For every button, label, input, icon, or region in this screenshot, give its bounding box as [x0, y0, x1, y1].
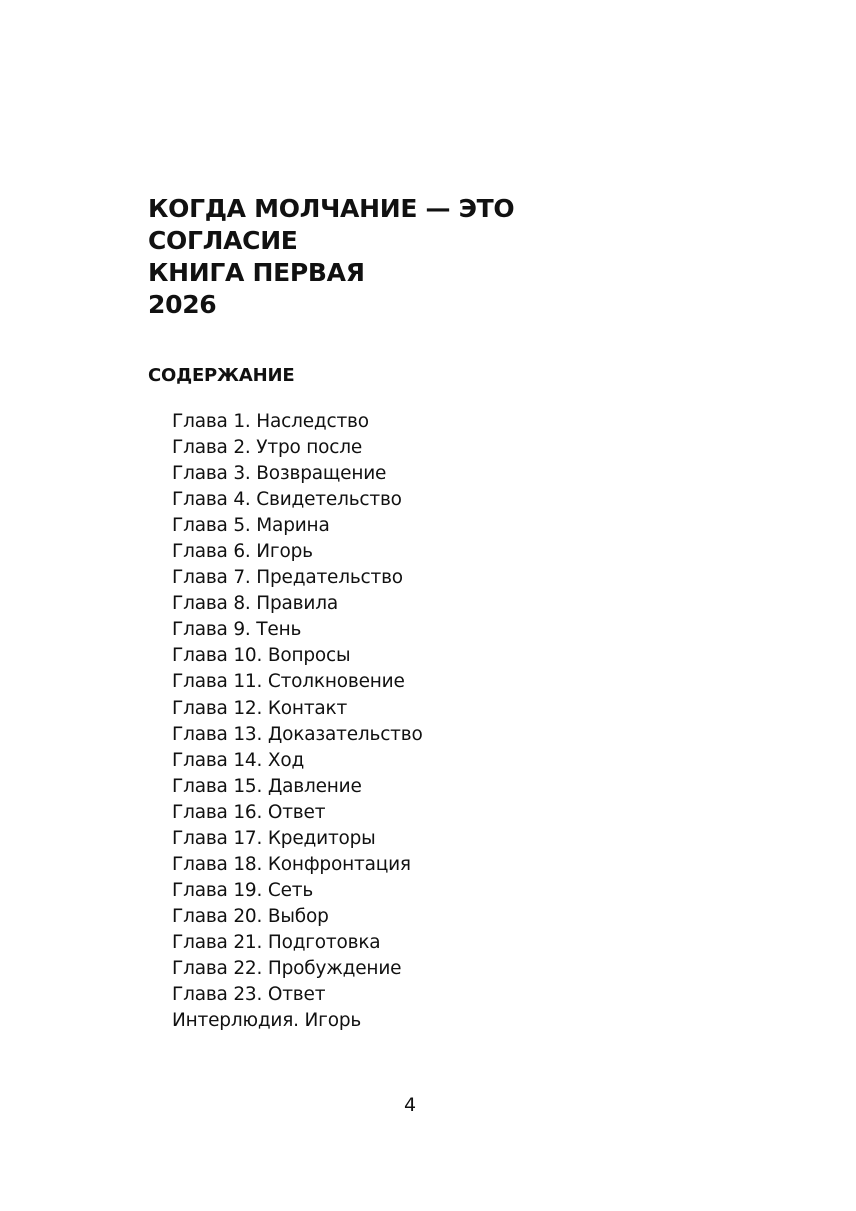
page-number: 4 [403, 1094, 417, 1116]
book-year: 2026 [148, 290, 217, 319]
toc-item-chapter-2[interactable]: Глава 2. Утро после [172, 437, 363, 459]
toc-item-chapter-22[interactable]: Глава 22. Пробуждение [172, 957, 402, 979]
toc-item-chapter-9[interactable]: Глава 9. Тень [172, 619, 302, 641]
toc-item-chapter-20[interactable]: Глава 20. Выбор [172, 905, 329, 927]
toc-item-chapter-7[interactable]: Глава 7. Предательство [172, 567, 403, 589]
toc-item-chapter-4[interactable]: Глава 4. Свидетельство [172, 489, 402, 511]
toc-item-chapter-8[interactable]: Глава 8. Правила [172, 593, 338, 615]
toc-item-chapter-18[interactable]: Глава 18. Конфронтация [172, 853, 411, 875]
toc-item-chapter-13[interactable]: Глава 13. Доказательство [172, 723, 423, 745]
toc-item-chapter-3[interactable]: Глава 3. Возвращение [172, 463, 387, 485]
toc-item-chapter-16[interactable]: Глава 16. Ответ [172, 801, 326, 823]
book-title-line-2: СОГЛАСИЕ [148, 226, 298, 255]
toc-item-interlude[interactable]: Интерлюдия. Игорь [172, 1010, 362, 1032]
toc-list [172, 409, 423, 1034]
toc-item-chapter-11[interactable]: Глава 11. Столкновение [172, 671, 405, 693]
toc-item-chapter-15[interactable]: Глава 15. Давление [172, 775, 362, 797]
toc-item-chapter-21[interactable]: Глава 21. Подготовка [172, 931, 381, 953]
toc-item-chapter-14[interactable]: Глава 14. Ход [172, 749, 305, 771]
toc-item-chapter-1[interactable]: Глава 1. Наследство [172, 411, 369, 432]
toc-heading: СОДЕРЖАНИЕ [148, 365, 295, 386]
toc-item-chapter-17[interactable]: Глава 17. Кредиторы [172, 827, 376, 849]
toc-item-chapter-5[interactable]: Глава 5. Марина [172, 515, 330, 537]
book-subtitle: КНИГА ПЕРВАЯ [148, 258, 365, 287]
toc-item-chapter-10[interactable]: Глава 10. Вопросы [172, 645, 351, 667]
toc-item-chapter-12[interactable]: Глава 12. Контакт [172, 697, 348, 719]
toc-item-chapter-23[interactable]: Глава 23. Ответ [172, 984, 326, 1006]
book-title [148, 193, 748, 321]
toc-item-chapter-6[interactable]: Глава 6. Игорь [172, 541, 313, 563]
toc-item-chapter-19[interactable]: Глава 19. Сеть [172, 879, 314, 901]
book-title-line-1: КОГДА МОЛЧАНИЕ — ЭТО [148, 194, 515, 223]
